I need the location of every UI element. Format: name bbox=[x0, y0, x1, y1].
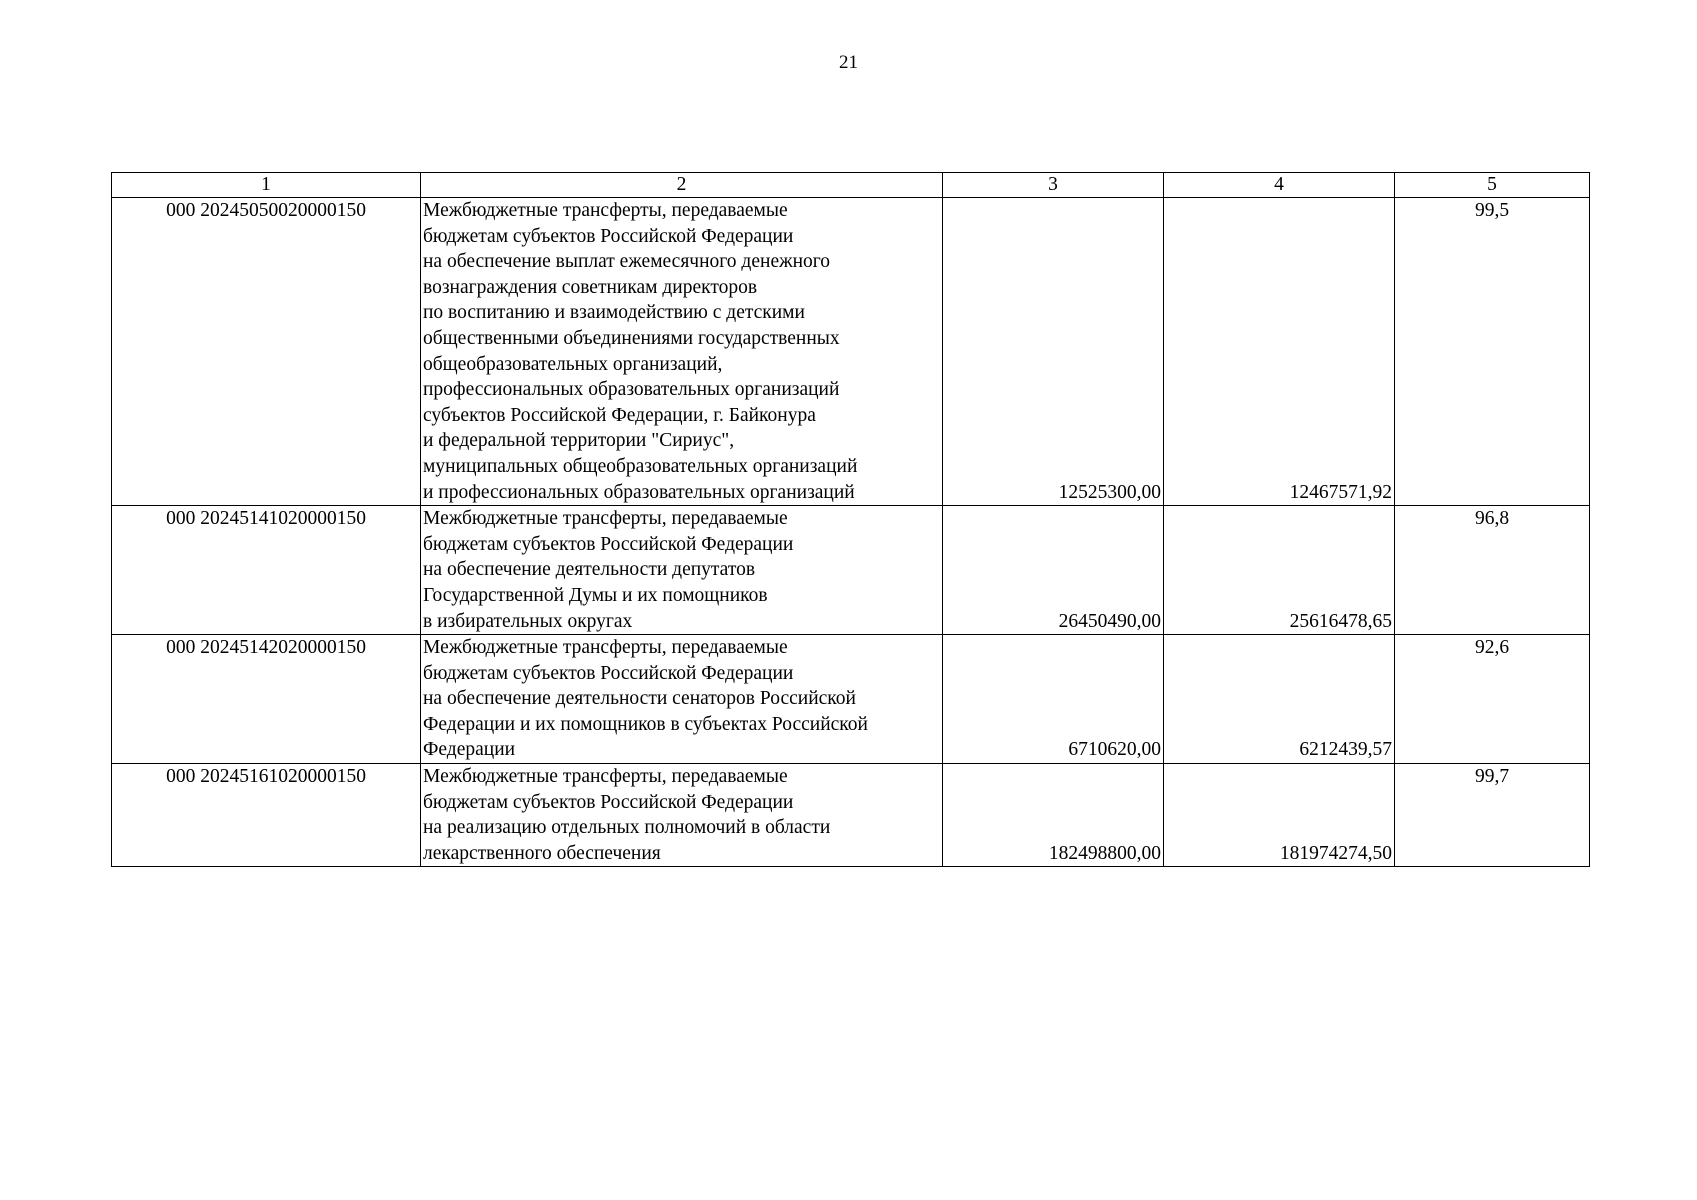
executed-amount: 181974274,50 bbox=[1164, 764, 1395, 867]
executed-amount: 6212439,57 bbox=[1164, 635, 1395, 764]
executed-amount: 25616478,65 bbox=[1164, 506, 1395, 635]
approved-amount: 6710620,00 bbox=[943, 635, 1164, 764]
transfer-description: Межбюджетные трансферты, передаваемые бюджетам субъектов Российской Федерации на реализацию отдельных полномочий в области лекарственного обеспечения bbox=[421, 764, 943, 867]
budget-code: 000 20245141020000150 bbox=[112, 506, 421, 635]
executed-amount: 12467571,92 bbox=[1164, 198, 1395, 506]
approved-amount: 182498800,00 bbox=[943, 764, 1164, 867]
table-row bbox=[112, 635, 1590, 764]
column-number-row bbox=[112, 173, 1590, 198]
column-number-header: 2 bbox=[421, 173, 943, 198]
budget-table bbox=[111, 172, 1590, 867]
execution-percent: 96,8 bbox=[1395, 506, 1590, 635]
column-number-header: 4 bbox=[1164, 173, 1395, 198]
column-number-header: 3 bbox=[943, 173, 1164, 198]
execution-percent: 99,7 bbox=[1395, 764, 1590, 867]
table-row bbox=[112, 506, 1590, 635]
budget-code: 000 20245142020000150 bbox=[112, 635, 421, 764]
approved-amount: 12525300,00 bbox=[943, 198, 1164, 506]
execution-percent: 92,6 bbox=[1395, 635, 1590, 764]
column-number-header: 1 bbox=[112, 173, 421, 198]
execution-percent: 99,5 bbox=[1395, 198, 1590, 506]
table-row bbox=[112, 198, 1590, 506]
approved-amount: 26450490,00 bbox=[943, 506, 1164, 635]
column-number-header: 5 bbox=[1395, 173, 1590, 198]
transfer-description: Межбюджетные трансферты, передаваемые бюджетам субъектов Российской Федерации на обеспечение деятельности сенаторов Российской Федерации и их помощников в субъектах Российской Федерации bbox=[421, 635, 943, 764]
transfer-description: Межбюджетные трансферты, передаваемые бюджетам субъектов Российской Федерации на обеспечение выплат ежемесячного денежного вознаграждения советникам директоров по воспитанию и взаимодействию с детскими общественными объединениями государственных общеобразовательных организаций, профессиональных образовательных организаций субъектов Российской Федерации, г. Байконура и федеральной территории "Сириус", муниципальных общеобразовательных организаций и профессиональных образовательных организаций bbox=[421, 198, 943, 506]
transfer-description: Межбюджетные трансферты, передаваемые бюджетам субъектов Российской Федерации на обеспечение деятельности депутатов Государственной Думы и их помощников в избирательных округах bbox=[421, 506, 943, 635]
page-number: 21 bbox=[839, 52, 858, 73]
table-row bbox=[112, 764, 1590, 867]
budget-code: 000 20245050020000150 bbox=[112, 198, 421, 506]
budget-code: 000 20245161020000150 bbox=[112, 764, 421, 867]
